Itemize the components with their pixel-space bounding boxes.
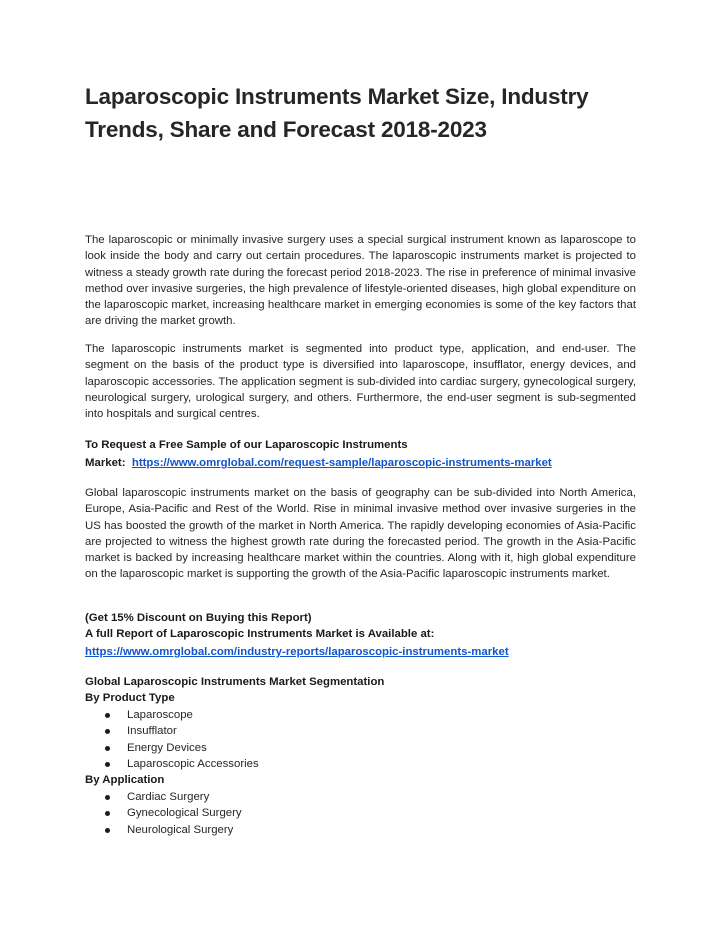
document-title: Laparoscopic Instruments Market Size, Industry Trends, Share and Forecast 2018-2023 bbox=[85, 84, 589, 142]
sample-request-line: To Request a Free Sample of our Laparoscopic Instruments bbox=[85, 439, 408, 451]
intro-paragraph: The laparoscopic or minimally invasive surgery uses a special surgical instrument known as laparoscope to look inside the body and carry out certain procedures. The laparoscopic instruments market is projected to witness a steady growth rate during the forecast period 2018-2023. The rise in preference of minimal invasive method over invasive surgeries, the high prevalence of lifestyle-oriented diseases, high global expenditure on the laparoscopic market, increasing healthcare market in emerging economies is some of the key factors that are driving the market growth. bbox=[85, 234, 636, 328]
segmentation-paragraph: The laparoscopic instruments market is segmented into product type, application, and end-user. The segment on the basis of the product type is diversified into laparoscope, insufflator, energy devices, and laparoscopic accessories. The application segment is sub-divided into cardiac surgery, gynecological surgery, neurological surgery, urological surgery, and others. Furthermore, the end-user segment is sub-segmented into hospitals and surgical centres. bbox=[85, 343, 636, 421]
by-application-heading: By Application bbox=[85, 774, 165, 786]
discount-offer: (Get 15% Discount on Buying this Report) bbox=[85, 612, 312, 624]
sample-request-prefix: Market: bbox=[85, 457, 126, 469]
bullet-icon bbox=[105, 795, 110, 800]
full-report-link[interactable]: https://www.omrglobal.com/industry-reports/laparoscopic-instruments-market bbox=[85, 646, 509, 658]
full-report-link-line bbox=[85, 644, 509, 660]
bullet-icon bbox=[105, 811, 110, 816]
by-product-heading: By Product Type bbox=[85, 692, 175, 704]
sample-request-market-line bbox=[85, 455, 552, 471]
bullet-icon bbox=[105, 762, 110, 767]
segmentation-title: Global Laparoscopic Instruments Market Segmentation bbox=[85, 676, 385, 688]
bullet-icon bbox=[105, 713, 110, 718]
bullet-icon bbox=[105, 729, 110, 734]
sample-request-link[interactable]: https://www.omrglobal.com/request-sample/laparoscopic-instruments-market bbox=[131, 457, 552, 469]
full-report-line: A full Report of Laparoscopic Instruments Market is Available at: bbox=[85, 628, 435, 640]
bullet-icon bbox=[105, 828, 110, 833]
geography-paragraph: Global laparoscopic instruments market on the basis of geography can be sub-divided into North America, Europe, Asia-Pacific and Rest of the World. Rise in minimal invasive method over invasive surgeries in the US has boosted the growth of the market in North America. The rapidly developing economies of Asia-Pacific are projected to witness the highest growth rate during the forecasted period. The growth in the Asia-Pacific market is backed by increasing healthcare market within the countries. Along with it, high global expenditure on the laparoscopic market is supporting the growth of the Asia-Pacific laparoscopic instruments market. bbox=[85, 487, 636, 581]
bullet-icon bbox=[105, 746, 110, 751]
